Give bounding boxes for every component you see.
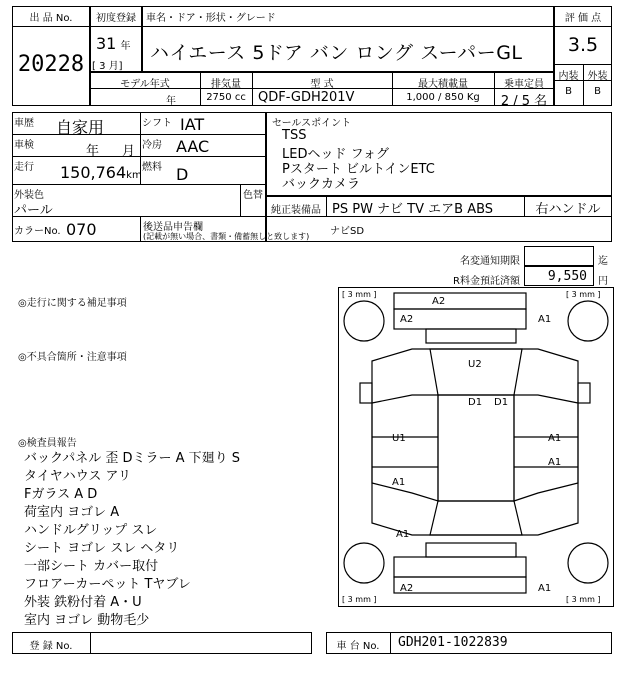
damage-mark: A1	[396, 529, 410, 540]
report-line: Fガラス A D	[24, 487, 98, 502]
score-label: 評 価 点	[564, 13, 602, 24]
report-line: 室内 ヨゴレ 動物毛少	[24, 613, 150, 628]
shift-label: シフト	[142, 118, 172, 129]
damage-mark: A1	[548, 433, 562, 444]
inspection-year: 年	[86, 144, 100, 159]
name-change-value	[524, 246, 594, 266]
history-label: 車歴	[14, 118, 34, 129]
color-no-label: カラーNo.	[14, 226, 61, 237]
capacity-label: 乗車定員	[504, 79, 544, 90]
model-year-label: モデル年式	[120, 79, 170, 90]
damage-mark: A2	[400, 583, 414, 594]
max-load: 1,000 / 850 Kg	[406, 92, 480, 103]
handle: 右ハンドル	[535, 202, 601, 217]
car-outline-svg	[338, 287, 614, 607]
equipment-note: ナビSD	[330, 226, 365, 237]
tire-depth-front-right: [ 3 mm ]	[566, 290, 601, 299]
report-line: シート ヨゴレ スレ ヘタリ	[24, 541, 180, 556]
fuel: D	[176, 165, 189, 184]
damage-mark: A2	[400, 314, 414, 325]
report-line: ハンドルグリップ スレ	[24, 523, 158, 538]
docs-label: 後送品申告欄	[143, 222, 203, 233]
sales-point: TSS	[282, 128, 307, 143]
damage-mark: U2	[468, 359, 482, 370]
tire-front-left	[344, 301, 384, 341]
color-no: 070	[66, 220, 97, 239]
docs-note: (記載が無い場合、書類・備蓄無しと致します)	[143, 232, 310, 241]
damage-mark: A2	[432, 296, 446, 307]
damage-mark: A1	[392, 477, 406, 488]
report-line: タイヤハウス アリ	[24, 469, 131, 484]
car-name-label: 車名・ドア・形状・グレード	[146, 13, 276, 24]
report-line: 外装 鉄粉付着 A・U	[24, 595, 142, 610]
first-registration-year: 31 年	[96, 34, 131, 53]
name-change-unit: 迄	[598, 256, 608, 267]
color-change-label: 色替	[243, 190, 263, 201]
type-label: 型 式	[310, 79, 334, 90]
inspection-label: 車検	[14, 140, 34, 151]
report-line: バックパネル 歪 Dミラー A 下廻り S	[24, 451, 241, 466]
damage-mark: D1	[468, 397, 483, 408]
first-registration-label: 初度登録	[96, 13, 136, 24]
mileage: 150,764km	[60, 163, 142, 182]
chassis-no: GDH201-1022839	[398, 635, 508, 650]
name-change-label: 名変通知期限	[460, 256, 520, 267]
tire-depth-rear-right: [ 3 mm ]	[566, 595, 601, 604]
damage-mark: A1	[538, 583, 552, 594]
equipment-label: 純正装備品	[271, 205, 321, 216]
type: QDF-GDH201V	[258, 90, 355, 105]
tire-depth-front-left: [ 3 mm ]	[342, 290, 377, 299]
damage-mark: A1	[538, 314, 552, 325]
tire-rear-left	[344, 543, 384, 583]
inspector-heading: ◎検査員報告	[18, 438, 77, 449]
registration-no-label: 登 録 No.	[29, 641, 73, 652]
capacity: 2 / 5 名	[500, 94, 548, 109]
exterior-grade: B	[594, 86, 601, 97]
tire-front-right	[568, 301, 608, 341]
displacement-label: 排気量	[211, 79, 241, 90]
damage-mark: A1	[548, 457, 562, 468]
displacement: 2750 cc	[206, 92, 246, 103]
max-load-label: 最大積載量	[418, 79, 468, 90]
recycle-unit: 円	[598, 276, 608, 287]
supplement-heading: ◎走行に関する補足事項	[18, 298, 127, 309]
damage-mark: D1	[494, 397, 509, 408]
tire-depth-rear-left: [ 3 mm ]	[342, 595, 377, 604]
sales-point: Pスタート ビルトインETC	[282, 162, 435, 177]
exterior-label: 外装	[587, 71, 608, 82]
car-name: ハイエース 5ドア バン ロング スーパーGL	[150, 42, 523, 64]
damage-diagram	[338, 287, 614, 607]
score: 3.5	[567, 34, 599, 56]
tire-rear-right	[568, 543, 608, 583]
first-registration-month: [ 3 月]	[92, 61, 123, 72]
sales-point: バックカメラ	[282, 177, 361, 192]
report-line: 荷室内 ヨゴレ A	[24, 505, 120, 520]
recycle-value: 9,550	[524, 266, 594, 286]
model-year: 年	[166, 96, 176, 107]
damage-mark: U1	[392, 433, 406, 444]
defects-heading: ◎不具合箇所・注意事項	[18, 352, 127, 363]
sales-point: LEDヘッド フォグ	[282, 147, 389, 162]
recycle-label: R料金預託済額	[453, 276, 520, 287]
sales-points-label: セールスポイント	[272, 118, 352, 129]
lot-label: 出 品 No.	[29, 13, 73, 24]
interior-grade: B	[565, 86, 572, 97]
report-line: 一部シート カバー取付	[24, 559, 159, 574]
ac: AAC	[176, 137, 210, 156]
report-line: フロアーカーペット Tヤブレ	[24, 577, 191, 592]
chassis-no-label: 車 台 No.	[336, 641, 380, 652]
fuel-label: 燃料	[142, 162, 162, 173]
shift: IAT	[180, 115, 205, 134]
interior-label: 内装	[558, 71, 579, 82]
color: パール	[14, 203, 53, 218]
equipment-items: PS PW ナビ TV エアB ABS	[332, 202, 494, 217]
mileage-label: 走行	[14, 162, 34, 173]
color-label: 外装色	[14, 190, 44, 201]
inspection-month: 月	[122, 144, 136, 159]
lot-number: 20228	[17, 52, 85, 77]
history: 自家用	[56, 118, 105, 137]
ac-label: 冷房	[142, 140, 162, 151]
